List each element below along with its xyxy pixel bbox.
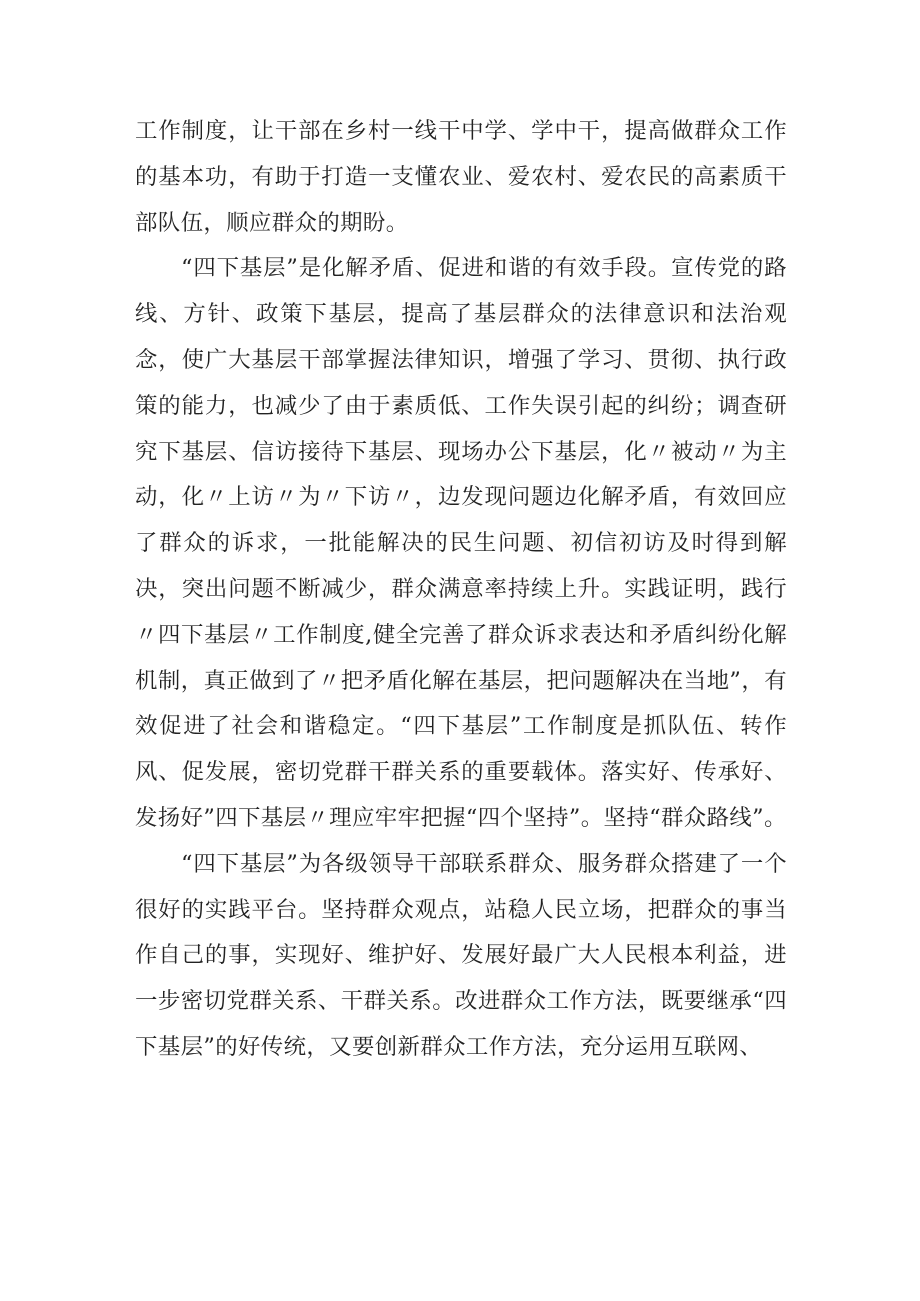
paragraph-2: “四下基层”是化解矛盾、促进和谐的有效手段。宣传党的路线、方针、政策下基层，提高了基层群众的法律意识和法治观念，使广大基层干部掌握法律知识，增强了学习、贯彻、执行政策的能力，也减少了由于素质低、工作失误引起的纠纷；调查研究下基层、信访接待下基层、现场办公下基层，化〃被动〃为主动，化〃上访〃为〃下访〃，边发现问题边化解矛盾，有效回应了群众的诉求，一批能解决的民生问题、初信初访及时得到解决，突出问题不断减少，群众满意率持续上升。实践证明，践行〃四下基层〃工作制度,健全完善了群众诉求表达和矛盾纠纷化解机制，真正做到了〃把矛盾化解在基层，把问题解决在当地”，有效促进了社会和谐稳定。“四下基层”工作制度是抓队伍、转作风、促发展，密切党群干群关系的重要载体。落实好、传承好、发扬好”四下基层〃理应牢牢把握“四个坚持”。坚持“群众路线”。 xyxy=(135,255,787,831)
document-body xyxy=(135,109,787,1071)
paragraph-1: 工作制度，让干部在乡村一线干中学、学中干，提高做群众工作的基本功，有助于打造一支懂农业、爱农村、爱农民的高素质干部队伍，顺应群众的期盼。 xyxy=(135,118,787,236)
paragraph-3: “四下基层”为各级领导干部联系群众、服务群众搭建了一个很好的实践平台。坚持群众观点，站稳人民立场，把群众的事当作自己的事，实现好、维护好、发展好最广大人民根本利益，进一步密切党群关系、干群关系。改进群众工作方法，既要继承“四下基层”的好传统，又要创新群众工作方法，充分运用互联网、 xyxy=(135,850,787,1060)
